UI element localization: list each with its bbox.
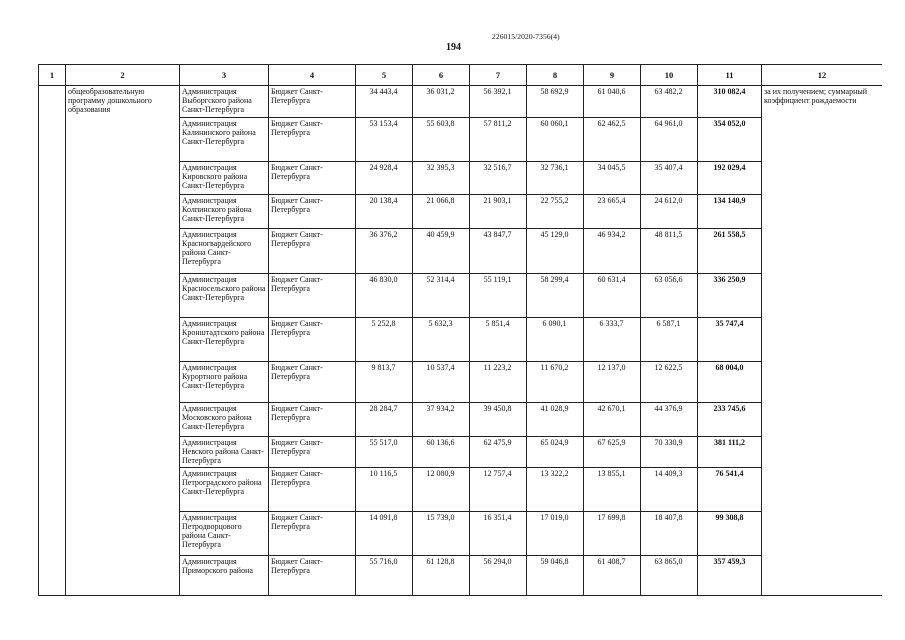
value-cell: 43 847,7 (470, 229, 527, 274)
value-cell: 17 019,0 (527, 512, 584, 556)
value-cell: 62 462,5 (584, 118, 641, 162)
total-cell: 336 250,9 (698, 274, 762, 318)
value-cell: 5 252,8 (356, 318, 413, 362)
value-cell: 28 284,7 (356, 403, 413, 437)
funding-source-cell: Бюджет Санкт-Петербурга (269, 556, 356, 596)
column-number: 11 (698, 65, 762, 86)
total-cell: 134 140,9 (698, 195, 762, 229)
value-cell: 12 622,5 (641, 362, 698, 403)
value-cell: 21 066,8 (413, 195, 470, 229)
value-cell: 35 407,4 (641, 162, 698, 195)
row-number-cell (39, 86, 66, 596)
indicator-description-cell: за их получением; суммарный коэффициент рождаемости (762, 86, 883, 596)
total-cell: 354 052,0 (698, 118, 762, 162)
page-bottom-margin (0, 606, 905, 640)
column-number: 8 (527, 65, 584, 86)
funding-source-cell: Бюджет Санкт-Петербурга (269, 437, 356, 468)
organization-cell: Администрация Калининского района Санкт-Петербурга (180, 118, 269, 162)
column-number-row (39, 65, 883, 86)
value-cell: 65 024,9 (527, 437, 584, 468)
value-cell: 11 670,2 (527, 362, 584, 403)
value-cell: 63 865,0 (641, 556, 698, 596)
organization-cell: Администрация Красносельского района Санкт-Петербурга (180, 274, 269, 318)
value-cell: 44 376,9 (641, 403, 698, 437)
value-cell: 6 333,7 (584, 318, 641, 362)
funding-source-cell: Бюджет Санкт-Петербурга (269, 229, 356, 274)
value-cell: 58 692,9 (527, 86, 584, 118)
value-cell: 57 811,2 (470, 118, 527, 162)
organization-cell: Администрация Выборгского района Санкт-Петербурга (180, 86, 269, 118)
funding-source-cell: Бюджет Санкт-Петербурга (269, 512, 356, 556)
value-cell: 61 408,7 (584, 556, 641, 596)
value-cell: 40 459,9 (413, 229, 470, 274)
organization-cell: Администрация Кировского района Санкт-Петербурга (180, 162, 269, 195)
funding-source-cell: Бюджет Санкт-Петербурга (269, 362, 356, 403)
value-cell: 22 755,2 (527, 195, 584, 229)
column-number: 2 (66, 65, 180, 86)
organization-cell: Администрация Невского района Санкт-Петербурга (180, 437, 269, 468)
value-cell: 17 699,8 (584, 512, 641, 556)
total-cell: 261 558,5 (698, 229, 762, 274)
document-code: 226015/2020-7356(4) (492, 32, 560, 41)
column-number: 4 (269, 65, 356, 86)
value-cell: 58 299,4 (527, 274, 584, 318)
column-number: 3 (180, 65, 269, 86)
funding-source-cell: Бюджет Санкт-Петербурга (269, 118, 356, 162)
column-number: 5 (356, 65, 413, 86)
value-cell: 45 129,0 (527, 229, 584, 274)
funding-source-cell: Бюджет Санкт-Петербурга (269, 195, 356, 229)
column-number: 10 (641, 65, 698, 86)
value-cell: 9 813,7 (356, 362, 413, 403)
organization-cell: Администрация Кронштадтского района Санкт-Петербурга (180, 318, 269, 362)
value-cell: 13 322,2 (527, 468, 584, 512)
funding-source-cell: Бюджет Санкт-Петербурга (269, 468, 356, 512)
value-cell: 32 395,3 (413, 162, 470, 195)
organization-cell: Администрация Московского района Санкт-Петербурга (180, 403, 269, 437)
column-number: 6 (413, 65, 470, 86)
total-cell: 192 029,4 (698, 162, 762, 195)
value-cell: 63 056,6 (641, 274, 698, 318)
budget-table (38, 64, 882, 596)
value-cell: 16 351,4 (470, 512, 527, 556)
value-cell: 48 811,5 (641, 229, 698, 274)
value-cell: 6 090,1 (527, 318, 584, 362)
value-cell: 36 376,2 (356, 229, 413, 274)
value-cell: 34 443,4 (356, 86, 413, 118)
page-number: 194 (446, 42, 461, 53)
value-cell: 24 612,0 (641, 195, 698, 229)
value-cell: 14 091,8 (356, 512, 413, 556)
value-cell: 24 928,4 (356, 162, 413, 195)
column-number: 1 (39, 65, 66, 86)
value-cell: 61 040,6 (584, 86, 641, 118)
value-cell: 6 587,1 (641, 318, 698, 362)
value-cell: 55 517,0 (356, 437, 413, 468)
value-cell: 12 757,4 (470, 468, 527, 512)
organization-cell: Администрация Колпинского района Санкт-Петербурга (180, 195, 269, 229)
funding-source-cell: Бюджет Санкт-Петербурга (269, 274, 356, 318)
column-number: 7 (470, 65, 527, 86)
value-cell: 64 961,0 (641, 118, 698, 162)
value-cell: 56 392,1 (470, 86, 527, 118)
column-number: 9 (584, 65, 641, 86)
value-cell: 41 028,9 (527, 403, 584, 437)
value-cell: 70 330,9 (641, 437, 698, 468)
value-cell: 37 934,2 (413, 403, 470, 437)
column-number: 12 (762, 65, 883, 86)
value-cell: 42 670,1 (584, 403, 641, 437)
value-cell: 52 314,4 (413, 274, 470, 318)
funding-source-cell: Бюджет Санкт-Петербурга (269, 86, 356, 118)
value-cell: 46 934,2 (584, 229, 641, 274)
value-cell: 39 450,8 (470, 403, 527, 437)
total-cell: 357 459,3 (698, 556, 762, 596)
value-cell: 32 516,7 (470, 162, 527, 195)
value-cell: 62 475,9 (470, 437, 527, 468)
funding-source-cell: Бюджет Санкт-Петербурга (269, 403, 356, 437)
total-cell: 233 745,6 (698, 403, 762, 437)
value-cell: 60 136,6 (413, 437, 470, 468)
organization-cell: Администрация Курортного района Санкт-Петербурга (180, 362, 269, 403)
value-cell: 55 603,8 (413, 118, 470, 162)
value-cell: 10 537,4 (413, 362, 470, 403)
value-cell: 63 482,2 (641, 86, 698, 118)
value-cell: 20 138,4 (356, 195, 413, 229)
value-cell: 59 046,8 (527, 556, 584, 596)
value-cell: 60 631,4 (584, 274, 641, 318)
total-cell: 68 004,0 (698, 362, 762, 403)
value-cell: 56 294,0 (470, 556, 527, 596)
total-cell: 99 308,8 (698, 512, 762, 556)
organization-cell: Администрация Петроградского района Санкт-Петербурга (180, 468, 269, 512)
table-body (39, 65, 883, 596)
funding-source-cell: Бюджет Санкт-Петербурга (269, 318, 356, 362)
value-cell: 46 830,0 (356, 274, 413, 318)
organization-cell: Администрация Петродворцового района Санкт-Петербурга (180, 512, 269, 556)
value-cell: 15 739,0 (413, 512, 470, 556)
value-cell: 11 223,2 (470, 362, 527, 403)
value-cell: 18 407,8 (641, 512, 698, 556)
value-cell: 36 031,2 (413, 86, 470, 118)
total-cell: 76 541,4 (698, 468, 762, 512)
value-cell: 14 409,3 (641, 468, 698, 512)
value-cell: 34 045,5 (584, 162, 641, 195)
funding-source-cell: Бюджет Санкт-Петербурга (269, 162, 356, 195)
value-cell: 60 060,1 (527, 118, 584, 162)
value-cell: 10 116,5 (356, 468, 413, 512)
value-cell: 21 903,1 (470, 195, 527, 229)
table-row (39, 86, 883, 118)
value-cell: 12 137,0 (584, 362, 641, 403)
total-cell: 35 747,4 (698, 318, 762, 362)
organization-cell: Администрация Красногвардейского района Санкт-Петербурга (180, 229, 269, 274)
value-cell: 23 665,4 (584, 195, 641, 229)
value-cell: 55 716,0 (356, 556, 413, 596)
value-cell: 32 736,1 (527, 162, 584, 195)
value-cell: 55 119,1 (470, 274, 527, 318)
value-cell: 12 080,9 (413, 468, 470, 512)
value-cell: 5 851,4 (470, 318, 527, 362)
document-sheet (38, 64, 882, 604)
value-cell: 13 855,1 (584, 468, 641, 512)
total-cell: 310 082,4 (698, 86, 762, 118)
total-cell: 381 111,2 (698, 437, 762, 468)
value-cell: 5 632,3 (413, 318, 470, 362)
organization-cell: Администрация Приморского района (180, 556, 269, 596)
value-cell: 53 153,4 (356, 118, 413, 162)
program-description-cell: общеобразовательную программу дошкольного образования (66, 86, 180, 596)
value-cell: 61 128,8 (413, 556, 470, 596)
value-cell: 67 625,9 (584, 437, 641, 468)
